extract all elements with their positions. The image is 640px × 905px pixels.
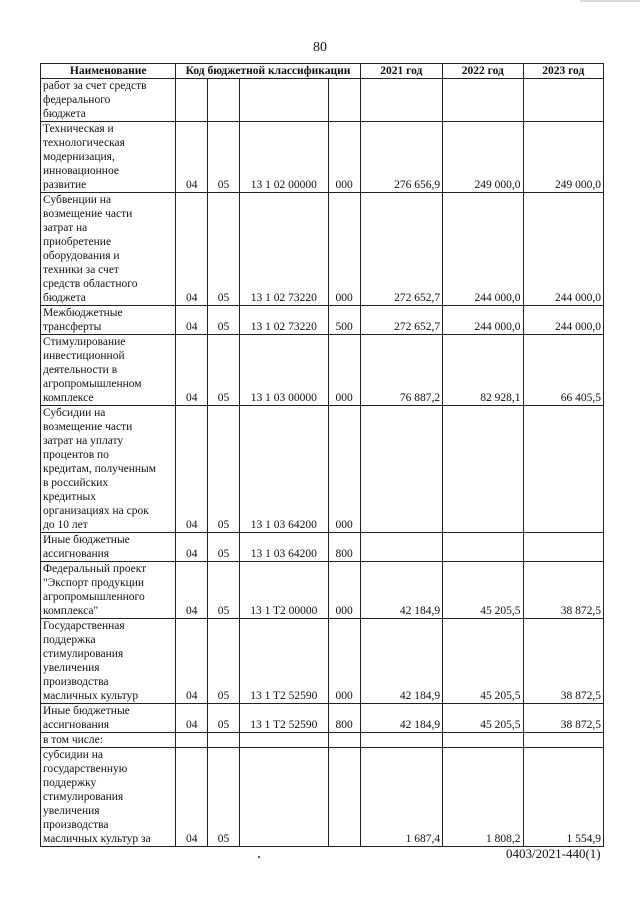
value-2021: 272 652,7 (360, 306, 443, 335)
value-2023 (523, 406, 604, 533)
table-row (41, 193, 604, 306)
code-target-item (239, 79, 328, 122)
code-expense-type: 800 (328, 533, 360, 562)
table-row (41, 122, 604, 193)
document-reference: 0403/2021-440(1) (506, 846, 601, 861)
code-section (176, 79, 208, 122)
value-2023: 38 872,5 (523, 704, 604, 733)
code-section: 04 (176, 335, 208, 406)
value-2022 (443, 406, 523, 533)
code-expense-type: 000 (328, 406, 360, 533)
code-target-item: 13 1 03 64200 (239, 533, 328, 562)
code-target-item (239, 733, 328, 748)
code-subsection: 05 (208, 193, 240, 306)
table-body (41, 79, 604, 847)
value-2022: 82 928,1 (443, 335, 523, 406)
header-code: Код бюджетной классификации (176, 64, 360, 79)
value-2021 (360, 406, 443, 533)
table-row (41, 733, 604, 748)
table-row (41, 562, 604, 619)
code-expense-type: 800 (328, 704, 360, 733)
value-2021: 42 184,9 (360, 562, 443, 619)
page-edge-mark (580, 0, 640, 2)
header-2021: 2021 год (360, 64, 443, 79)
value-2022: 45 205,5 (443, 619, 523, 704)
row-name: Техническая и технологическая модернизация, инновационное развитие (41, 122, 176, 193)
row-name: Иные бюджетные ассигнования (41, 533, 176, 562)
budget-table (40, 63, 604, 847)
value-2023 (523, 733, 604, 748)
row-name: в том числе: (41, 733, 176, 748)
code-expense-type (328, 733, 360, 748)
header-2023: 2023 год (523, 64, 604, 79)
value-2023: 249 000,0 (523, 122, 604, 193)
value-2022 (443, 733, 523, 748)
header-name: Наименование (41, 64, 176, 79)
value-2021 (360, 79, 443, 122)
table-header-row (41, 64, 604, 79)
page-number: 80 (313, 40, 327, 55)
code-expense-type (328, 748, 360, 847)
code-section: 04 (176, 306, 208, 335)
code-subsection: 05 (208, 704, 240, 733)
code-target-item: 13 1 T2 52590 (239, 619, 328, 704)
code-target-item: 13 1 02 73220 (239, 193, 328, 306)
table-row (41, 406, 604, 533)
code-section: 04 (176, 533, 208, 562)
value-2023: 1 554,9 (523, 748, 604, 847)
code-section: 04 (176, 193, 208, 306)
scan-dot (258, 856, 260, 858)
code-target-item: 13 1 02 00000 (239, 122, 328, 193)
code-expense-type: 500 (328, 306, 360, 335)
code-expense-type: 000 (328, 562, 360, 619)
row-name: Субвенции на возмещение части затрат на приобретение оборудования и техники за счет средств областного бюджета (41, 193, 176, 306)
row-name: Стимулирование инвестиционной деятельности в агропромышленном комплексе (41, 335, 176, 406)
code-subsection: 05 (208, 533, 240, 562)
code-subsection: 05 (208, 406, 240, 533)
value-2021: 1 687,4 (360, 748, 443, 847)
value-2022: 249 000,0 (443, 122, 523, 193)
row-name: Межбюджетные трансферты (41, 306, 176, 335)
row-name: Федеральный проект "Экспорт продукции агропромышленного комплекса" (41, 562, 176, 619)
code-section: 04 (176, 562, 208, 619)
value-2022: 45 205,5 (443, 562, 523, 619)
table-row (41, 704, 604, 733)
code-target-item: 13 1 T2 52590 (239, 704, 328, 733)
value-2022: 244 000,0 (443, 193, 523, 306)
code-section: 04 (176, 704, 208, 733)
value-2021: 272 652,7 (360, 193, 443, 306)
table-row (41, 306, 604, 335)
code-target-item: 13 1 03 64200 (239, 406, 328, 533)
value-2023: 244 000,0 (523, 193, 604, 306)
code-subsection: 05 (208, 562, 240, 619)
value-2022: 244 000,0 (443, 306, 523, 335)
code-expense-type: 000 (328, 619, 360, 704)
value-2022: 45 205,5 (443, 704, 523, 733)
value-2022 (443, 79, 523, 122)
value-2023 (523, 79, 604, 122)
code-section: 04 (176, 122, 208, 193)
code-subsection: 05 (208, 619, 240, 704)
value-2021 (360, 533, 443, 562)
code-expense-type: 000 (328, 193, 360, 306)
value-2021: 42 184,9 (360, 619, 443, 704)
value-2021 (360, 733, 443, 748)
code-section: 04 (176, 748, 208, 847)
table-row (41, 335, 604, 406)
row-name: Государственная поддержка стимулирования увеличения производства масличных культур (41, 619, 176, 704)
value-2022: 1 808,2 (443, 748, 523, 847)
header-2022: 2022 год (443, 64, 523, 79)
value-2023 (523, 533, 604, 562)
value-2021: 76 887,2 (360, 335, 443, 406)
code-expense-type: 000 (328, 335, 360, 406)
code-target-item: 13 1 02 73220 (239, 306, 328, 335)
code-section: 04 (176, 406, 208, 533)
code-expense-type (328, 79, 360, 122)
row-name: работ за счет средств федерального бюджета (41, 79, 176, 122)
table-row (41, 79, 604, 122)
row-name: субсидии на государственную поддержку стимулирования увеличения производства масличных культур за (41, 748, 176, 847)
code-subsection: 05 (208, 306, 240, 335)
code-target-item: 13 1 T2 00000 (239, 562, 328, 619)
code-subsection: 05 (208, 748, 240, 847)
code-target-item (239, 748, 328, 847)
table-row (41, 533, 604, 562)
table-row (41, 748, 604, 847)
value-2023: 244 000,0 (523, 306, 604, 335)
value-2021: 276 656,9 (360, 122, 443, 193)
code-subsection: 05 (208, 122, 240, 193)
code-subsection: 05 (208, 335, 240, 406)
value-2023: 38 872,5 (523, 562, 604, 619)
value-2023: 66 405,5 (523, 335, 604, 406)
row-name: Субсидии на возмещение части затрат на уплату процентов по кредитам, полученным в российских кредитных организациях на срок до 10 лет (41, 406, 176, 533)
code-section (176, 733, 208, 748)
code-expense-type: 000 (328, 122, 360, 193)
code-subsection (208, 733, 240, 748)
code-target-item: 13 1 03 00000 (239, 335, 328, 406)
table-row (41, 619, 604, 704)
value-2022 (443, 533, 523, 562)
code-subsection (208, 79, 240, 122)
row-name: Иные бюджетные ассигнования (41, 704, 176, 733)
code-section: 04 (176, 619, 208, 704)
value-2021: 42 184,9 (360, 704, 443, 733)
value-2023: 38 872,5 (523, 619, 604, 704)
